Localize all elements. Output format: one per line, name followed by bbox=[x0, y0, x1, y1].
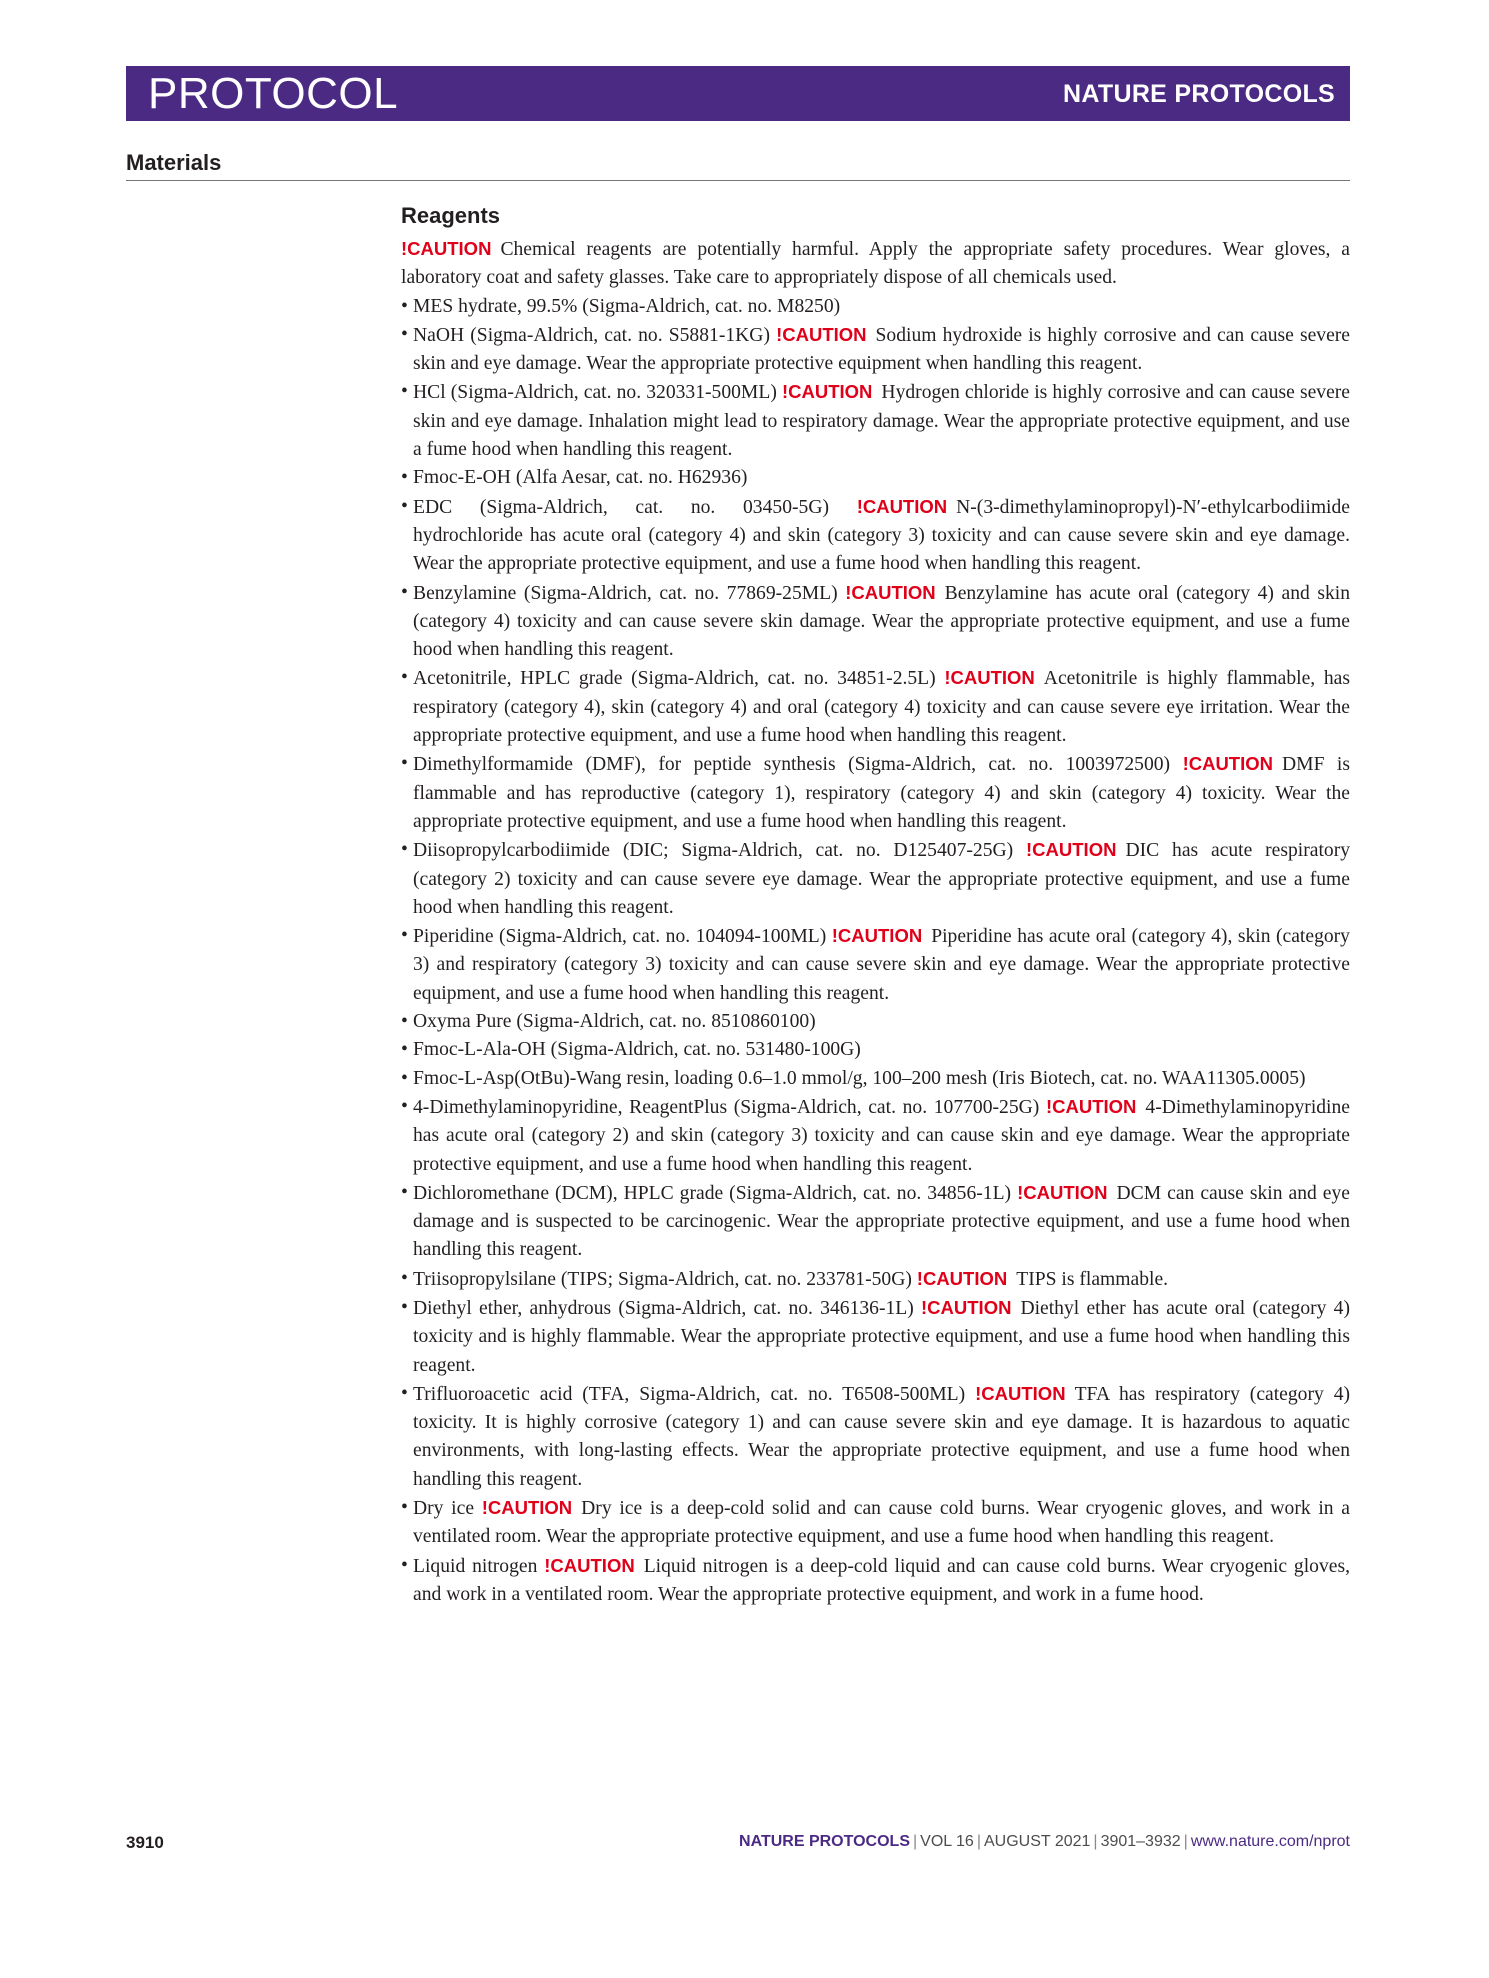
reagent-caution-text: DCM can cause skin and eye damage and is suspected to be carcinogenic. Wear the appropriate protective equipment, and use a fume hood when handling this reagent. bbox=[413, 1182, 1350, 1261]
caution-label: !CAUTION bbox=[975, 1382, 1066, 1404]
bullet-icon: • bbox=[401, 1181, 408, 1203]
bullet-icon: • bbox=[401, 467, 408, 489]
footer-volume: VOL 16 bbox=[920, 1833, 974, 1850]
reagent-name: Trifluoroacetic acid (TFA, Sigma-Aldrich, cat. no. T6508-500ML) bbox=[413, 1383, 966, 1405]
reagent-caution-text: TIPS is flammable. bbox=[1016, 1268, 1169, 1290]
reagent-item bbox=[401, 464, 1350, 492]
reagent-name: Dimethylformamide (DMF), for peptide synthesis (Sigma-Aldrich, cat. no. 1003972500) bbox=[413, 754, 1171, 776]
header-bar bbox=[126, 66, 1350, 121]
reagent-name: EDC (Sigma-Aldrich, cat. no. 03450-5G) bbox=[413, 496, 829, 518]
bullet-icon: • bbox=[401, 1267, 408, 1289]
article-type-label: PROTOCOL bbox=[148, 69, 399, 118]
reagent-name: Fmoc-E-OH (Alfa Aesar, cat. no. H62936) bbox=[413, 467, 748, 489]
reagent-caution-text: TFA has respiratory (category 4) toxicity. It is highly corrosive (category 1) and can cause severe skin and eye damage. It is hazardous to aquatic environments, with long-lasting effects. Wear the appropriate protective equipment, and use a fume hood when handling this reagent. bbox=[413, 1383, 1351, 1490]
bullet-icon: • bbox=[401, 667, 408, 689]
caution-label: !CAUTION bbox=[776, 323, 867, 345]
reagent-item bbox=[401, 1294, 1350, 1380]
bullet-icon: • bbox=[401, 839, 408, 861]
reagent-item bbox=[401, 1093, 1350, 1179]
footer-url-link[interactable]: www.nature.com/nprot bbox=[1190, 1833, 1350, 1850]
reagent-item bbox=[401, 493, 1350, 579]
caution-label: !CAUTION bbox=[1045, 1095, 1137, 1117]
bullet-icon: • bbox=[401, 323, 408, 345]
page-number: 3910 bbox=[126, 1833, 164, 1852]
reagent-item bbox=[401, 378, 1350, 464]
reagent-name: Oxyma Pure (Sigma-Aldrich, cat. no. 8510860100) bbox=[413, 1011, 816, 1033]
reagent-caution-text: Liquid nitrogen is a deep-cold liquid and can cause cold burns. Wear cryogenic gloves, and work in a ventilated room. Wear the appropriate protective equipment, and work in a fume hood. bbox=[413, 1555, 1350, 1605]
bullet-icon: • bbox=[401, 1497, 408, 1519]
reagent-caution-text: Dry ice is a deep-cold solid and can cause cold burns. Wear cryogenic gloves, and work in a ventilated room. Wear the appropriate protective equipment, and use a fume hood when handling this reagent. bbox=[413, 1498, 1350, 1548]
reagents-section bbox=[401, 202, 1350, 1609]
reagent-name: Piperidine (Sigma-Aldrich, cat. no. 104094-100ML) bbox=[413, 926, 827, 948]
reagent-name: NaOH (Sigma-Aldrich, cat. no. S5881-1KG) bbox=[413, 324, 770, 346]
bullet-icon: • bbox=[401, 1095, 408, 1117]
reagent-name: 4-Dimethylaminopyridine, ReagentPlus (Sigma-Aldrich, cat. no. 107700-25G) bbox=[413, 1096, 1040, 1118]
caution-label: !CAUTION bbox=[921, 1296, 1012, 1318]
reagent-name: Fmoc-L-Ala-OH (Sigma-Aldrich, cat. no. 531480-100G) bbox=[413, 1039, 861, 1061]
caution-label: !CAUTION bbox=[1017, 1181, 1108, 1203]
reagent-caution-text: Piperidine has acute oral (category 4), skin (category 3) and respiratory (category 3) toxicity and can cause severe skin and eye damage. Wear the appropriate protective equipment, and use a fume hood when handling this reagent. bbox=[413, 926, 1350, 1004]
section-divider bbox=[126, 180, 1350, 181]
reagent-name: Diisopropylcarbodiimide (DIC; Sigma-Aldrich, cat. no. D125407-25G) bbox=[413, 840, 1014, 862]
bullet-icon: • bbox=[401, 925, 408, 947]
caution-label: !CAUTION bbox=[845, 581, 936, 603]
bullet-icon: • bbox=[401, 1011, 408, 1033]
reagent-caution-text: Acetonitrile is highly flammable, has respiratory (category 4), skin (category 4) and oral (category 4) toxicity and can cause severe eye irritation. Wear the appropriate protective equipment, and use a fume hood when handling this reagent. bbox=[413, 668, 1350, 747]
bullet-icon: • bbox=[401, 381, 408, 403]
caution-label: !CAUTION bbox=[1182, 753, 1273, 775]
reagent-item bbox=[401, 1380, 1350, 1494]
reagent-caution-text: Benzylamine has acute oral (category 4) and skin (category 4) toxicity and can cause severe skin damage. Wear the appropriate protective equipment, and use a fume hood when handling this reagent. bbox=[413, 582, 1350, 661]
footer-date: AUGUST 2021 bbox=[983, 1833, 1091, 1850]
reagent-caution-text: N-(3-dimethylaminopropyl)-N′-ethylcarbodiimide hydrochloride has acute oral (category 4) and skin (category 3) toxicity and can cause severe skin and eye damage. Wear the appropriate protective equipment, and use a fume hood when handling this reagent. bbox=[413, 496, 1350, 575]
footer-journal: NATURE PROTOCOLS bbox=[739, 1833, 910, 1850]
reagent-caution-text: Sodium hydroxide is highly corrosive and can cause severe skin and eye damage. Wear the appropriate protective equipment when handling this reagent. bbox=[413, 324, 1350, 375]
reagent-item bbox=[401, 1552, 1350, 1610]
reagent-item bbox=[401, 1008, 1350, 1036]
caution-label: !CAUTION bbox=[401, 238, 492, 259]
reagent-name: Dry ice bbox=[413, 1498, 475, 1520]
reagent-item bbox=[401, 664, 1350, 750]
reagent-item bbox=[401, 1265, 1350, 1294]
bullet-icon: • bbox=[401, 495, 408, 517]
reagent-caution-text: DIC has acute respiratory (category 2) toxicity and can cause severe eye damage. Wear the appropriate protective equipment, and use a fume hood when handling this reagent. bbox=[413, 840, 1351, 918]
reagent-name: Liquid nitrogen bbox=[413, 1555, 538, 1577]
reagent-item bbox=[401, 1036, 1350, 1064]
caution-label: !CAUTION bbox=[856, 495, 948, 517]
reagent-name: Triisopropylsilane (TIPS; Sigma-Aldrich, cat. no. 233781-50G) bbox=[413, 1268, 912, 1290]
reagent-item bbox=[401, 293, 1350, 321]
reagents-subheading: Reagents bbox=[401, 203, 501, 228]
bullet-icon: • bbox=[401, 1039, 408, 1061]
reagent-item bbox=[401, 1065, 1350, 1093]
reagent-item bbox=[401, 836, 1350, 922]
reagent-item bbox=[401, 321, 1350, 379]
reagent-name: Benzylamine (Sigma-Aldrich, cat. no. 77869-25ML) bbox=[413, 582, 838, 604]
reagent-caution-text: DMF is flammable and has reproductive (category 1), respiratory (category 4) and skin (category 4) toxicity. Wear the appropriate protective equipment, and use a fume hood when handling this reagent. bbox=[413, 754, 1351, 832]
footer-pages: 3901–3932 bbox=[1100, 1833, 1181, 1850]
reagent-name: MES hydrate, 99.5% (Sigma-Aldrich, cat. no. M8250) bbox=[413, 295, 841, 317]
caution-label: !CAUTION bbox=[1026, 839, 1117, 861]
reagent-item bbox=[401, 1179, 1350, 1265]
bullet-icon: • bbox=[401, 1382, 408, 1404]
caution-label: !CAUTION bbox=[831, 925, 923, 947]
reagent-item bbox=[401, 1494, 1350, 1552]
reagent-item bbox=[401, 579, 1350, 665]
reagent-caution-text: Diethyl ether has acute oral (category 4) toxicity and is highly flammable. Wear the appropriate protective equipment, and use a fume hood when handling this reagent. bbox=[413, 1297, 1350, 1376]
reagent-item bbox=[401, 750, 1350, 836]
bullet-icon: • bbox=[401, 581, 408, 603]
footer-citation: NATURE PROTOCOLS | VOL 16 | AUGUST 2021 | 3901–3932 | www.nature.com/nprot bbox=[739, 1833, 1350, 1850]
caution-label: !CAUTION bbox=[781, 381, 873, 403]
reagent-name: Diethyl ether, anhydrous (Sigma-Aldrich, cat. no. 346136-1L) bbox=[413, 1297, 914, 1319]
bullet-icon: • bbox=[401, 1067, 408, 1089]
reagent-name: Acetonitrile, HPLC grade (Sigma-Aldrich, cat. no. 34851-2.5L) bbox=[413, 668, 936, 690]
reagent-item bbox=[401, 922, 1350, 1008]
general-caution bbox=[401, 235, 1350, 293]
bullet-icon: • bbox=[401, 1296, 408, 1318]
general-caution-text: Chemical reagents are potentially harmful. Apply the appropriate safety procedures. Wear gloves, a laboratory coat and safety glasses. Take care to appropriately dispose of all chemicals used. bbox=[401, 239, 1350, 289]
journal-header-label: NATURE PROTOCOLS bbox=[1063, 80, 1335, 108]
bullet-icon: • bbox=[401, 753, 408, 775]
reagent-caution-text: 4-Dimethylaminopyridine has acute oral (category 2) and skin (category 3) toxicity and can cause skin and eye damage. Wear the appropriate protective equipment, and use a fume hood when handling this reagent. bbox=[413, 1096, 1350, 1175]
caution-label: !CAUTION bbox=[916, 1267, 1008, 1289]
reagent-name: Fmoc-L-Asp(OtBu)-Wang resin, loading 0.6–1.0 mmol/g, 100–200 mesh (Iris Biotech, cat. no. WAA11305.0005) bbox=[413, 1067, 1306, 1089]
caution-label: !CAUTION bbox=[944, 667, 1035, 689]
caution-label: !CAUTION bbox=[544, 1554, 635, 1576]
reagent-caution-text: Hydrogen chloride is highly corrosive and can cause severe skin and eye damage. Inhalation might lead to respiratory damage. Wear the appropriate protective equipment, and use a fume hood when handling this reagent. bbox=[413, 382, 1350, 461]
bullet-icon: • bbox=[401, 1554, 408, 1576]
bullet-icon: • bbox=[401, 295, 408, 317]
caution-label: !CAUTION bbox=[481, 1497, 573, 1519]
section-title: Materials bbox=[126, 150, 222, 175]
reagent-name: HCl (Sigma-Aldrich, cat. no. 320331-500ML) bbox=[413, 382, 777, 404]
reagent-name: Dichloromethane (DCM), HPLC grade (Sigma-Aldrich, cat. no. 34856-1L) bbox=[413, 1182, 1012, 1204]
reagent-list bbox=[401, 293, 1350, 1610]
